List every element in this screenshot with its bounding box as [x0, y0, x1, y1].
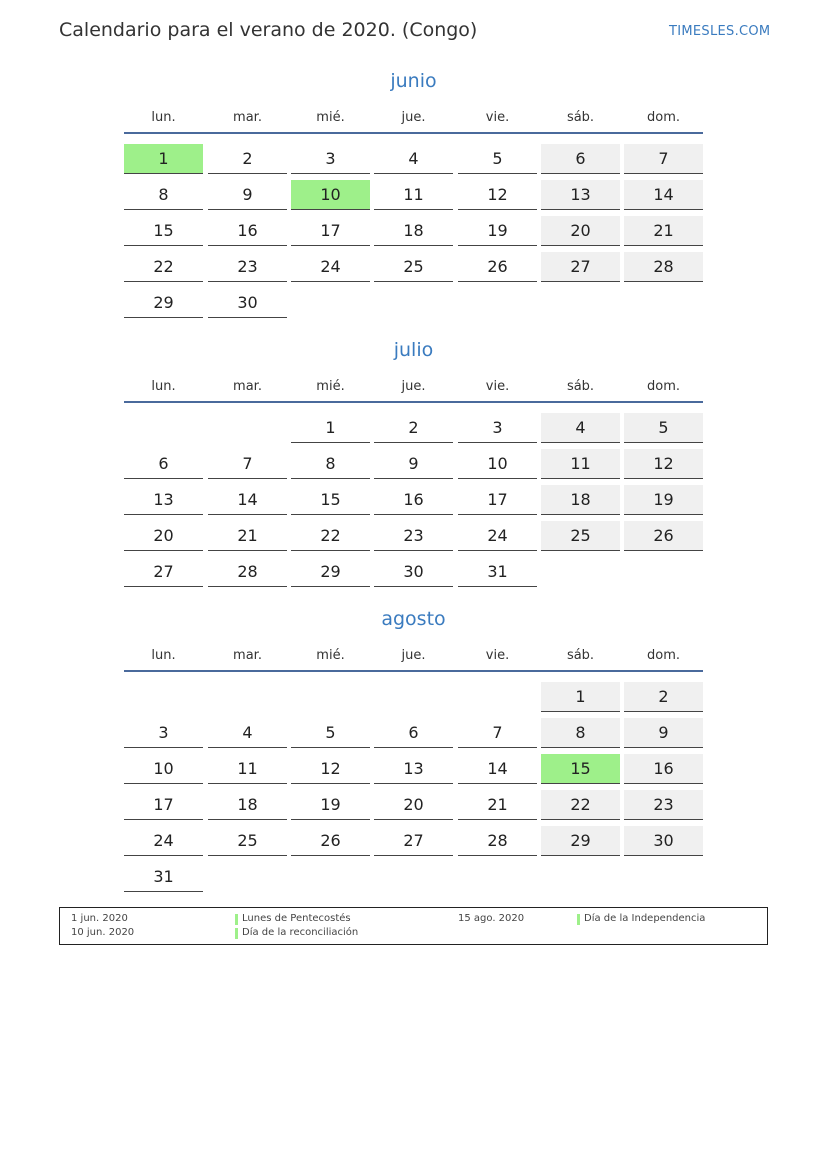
day-cell[interactable]: 22 — [541, 790, 620, 820]
day-cell[interactable]: 18 — [541, 485, 620, 515]
day-cell[interactable]: 9 — [374, 449, 453, 479]
day-cell[interactable]: 25 — [374, 252, 453, 282]
day-cell[interactable]: 10 — [124, 754, 203, 784]
weekday-label: sáb. — [566, 110, 595, 125]
weekday-label: mié. — [316, 379, 345, 394]
day-cell[interactable]: 7 — [458, 718, 537, 748]
day-cell[interactable]: 5 — [458, 144, 537, 174]
weekday-label: vie. — [485, 648, 510, 663]
month-title: julio — [393, 339, 434, 361]
day-cell[interactable]: 27 — [374, 826, 453, 856]
day-cell[interactable]: 3 — [458, 413, 537, 443]
day-cell[interactable]: 30 — [624, 826, 703, 856]
day-cell[interactable]: 20 — [541, 216, 620, 246]
day-cell[interactable]: 6 — [541, 144, 620, 174]
holiday-color-marker — [235, 914, 238, 925]
weekday-header — [124, 110, 703, 130]
day-cell[interactable]: 6 — [374, 718, 453, 748]
day-cell[interactable]: 27 — [124, 557, 203, 587]
weekday-label: sáb. — [566, 379, 595, 394]
day-cell[interactable]: 9 — [624, 718, 703, 748]
day-cell[interactable]: 14 — [208, 485, 287, 515]
day-cell[interactable]: 8 — [541, 718, 620, 748]
weekday-label: mar. — [233, 648, 262, 663]
weekday-label: mié. — [316, 110, 345, 125]
day-cell[interactable]: 13 — [124, 485, 203, 515]
day-cell[interactable]: 20 — [374, 790, 453, 820]
weekday-label: jue. — [401, 110, 426, 125]
holiday-day-cell[interactable]: 10 — [291, 180, 370, 210]
weekday-label: mar. — [233, 379, 262, 394]
day-cell[interactable]: 16 — [208, 216, 287, 246]
day-cell[interactable]: 26 — [624, 521, 703, 551]
day-cell[interactable]: 28 — [208, 557, 287, 587]
weekday-header — [124, 648, 703, 668]
day-cell[interactable]: 28 — [458, 826, 537, 856]
day-cell[interactable]: 19 — [458, 216, 537, 246]
weekday-label: sáb. — [566, 648, 595, 663]
month-title: agosto — [381, 608, 446, 630]
day-cell[interactable]: 23 — [374, 521, 453, 551]
day-cell[interactable]: 16 — [624, 754, 703, 784]
weekday-label: lun. — [151, 379, 176, 394]
day-cell[interactable]: 3 — [291, 144, 370, 174]
day-cell[interactable]: 4 — [208, 718, 287, 748]
day-cell[interactable]: 11 — [374, 180, 453, 210]
day-cell[interactable]: 2 — [624, 682, 703, 712]
day-cell[interactable]: 9 — [208, 180, 287, 210]
day-cell[interactable]: 15 — [291, 485, 370, 515]
weekday-label: lun. — [151, 110, 176, 125]
day-cell[interactable]: 18 — [374, 216, 453, 246]
day-cell[interactable]: 23 — [208, 252, 287, 282]
day-cell[interactable]: 12 — [624, 449, 703, 479]
holiday-color-marker — [235, 928, 238, 939]
day-cell[interactable]: 12 — [291, 754, 370, 784]
day-cell[interactable]: 21 — [458, 790, 537, 820]
header-divider — [124, 132, 703, 134]
holiday-day-cell[interactable]: 1 — [124, 144, 203, 174]
day-cell[interactable]: 3 — [124, 718, 203, 748]
holiday-color-marker — [577, 914, 580, 925]
day-cell[interactable]: 1 — [541, 682, 620, 712]
day-cell[interactable]: 22 — [124, 252, 203, 282]
day-cell[interactable]: 24 — [458, 521, 537, 551]
day-cell[interactable]: 20 — [124, 521, 203, 551]
day-cell[interactable]: 25 — [541, 521, 620, 551]
day-cell[interactable]: 16 — [374, 485, 453, 515]
day-cell[interactable]: 17 — [291, 216, 370, 246]
legend-holiday-name: Lunes de Pentecostés — [235, 913, 351, 924]
day-cell[interactable]: 30 — [208, 288, 287, 318]
day-cell[interactable]: 31 — [124, 862, 203, 892]
legend-holiday-name: Día de la reconciliación — [235, 927, 358, 938]
weekday-label: mié. — [316, 648, 345, 663]
day-cell[interactable]: 23 — [624, 790, 703, 820]
day-cell[interactable]: 15 — [124, 216, 203, 246]
day-cell[interactable]: 29 — [291, 557, 370, 587]
day-cell[interactable]: 19 — [291, 790, 370, 820]
day-cell[interactable]: 11 — [541, 449, 620, 479]
weekday-label: dom. — [646, 110, 680, 125]
weekday-label: mar. — [233, 110, 262, 125]
legend-holiday-name: Día de la Independencia — [577, 913, 705, 924]
header-divider — [124, 670, 703, 672]
weekday-label: dom. — [646, 379, 680, 394]
day-cell[interactable]: 27 — [541, 252, 620, 282]
site-link[interactable]: TIMESLES.COM — [669, 24, 771, 39]
day-cell[interactable]: 21 — [208, 521, 287, 551]
day-cell[interactable]: 7 — [208, 449, 287, 479]
day-cell[interactable]: 14 — [458, 754, 537, 784]
day-cell[interactable]: 21 — [624, 216, 703, 246]
day-cell[interactable]: 2 — [374, 413, 453, 443]
day-cell[interactable]: 10 — [458, 449, 537, 479]
day-cell[interactable]: 4 — [374, 144, 453, 174]
day-cell[interactable]: 24 — [124, 826, 203, 856]
day-cell[interactable]: 14 — [624, 180, 703, 210]
day-cell[interactable]: 13 — [541, 180, 620, 210]
day-cell[interactable]: 11 — [208, 754, 287, 784]
day-cell[interactable]: 24 — [291, 252, 370, 282]
day-cell[interactable]: 29 — [541, 826, 620, 856]
day-cell[interactable]: 1 — [291, 413, 370, 443]
day-cell[interactable]: 26 — [291, 826, 370, 856]
day-cell[interactable]: 17 — [458, 485, 537, 515]
legend-date: 10 jun. 2020 — [71, 927, 135, 938]
day-cell[interactable]: 8 — [124, 180, 203, 210]
weekday-header — [124, 379, 703, 399]
month-title: junio — [390, 70, 437, 92]
day-cell[interactable]: 5 — [624, 413, 703, 443]
day-cell[interactable]: 18 — [208, 790, 287, 820]
page-title: Calendario para el verano de 2020. (Congo) — [59, 19, 478, 41]
holiday-legend — [59, 907, 768, 945]
day-cell[interactable]: 26 — [458, 252, 537, 282]
holiday-day-cell[interactable]: 15 — [541, 754, 620, 784]
weekday-label: vie. — [485, 379, 510, 394]
day-cell[interactable]: 8 — [291, 449, 370, 479]
day-cell[interactable]: 5 — [291, 718, 370, 748]
day-cell[interactable]: 31 — [458, 557, 537, 587]
day-cell[interactable]: 4 — [541, 413, 620, 443]
legend-date: 1 jun. 2020 — [71, 913, 128, 924]
day-cell[interactable]: 2 — [208, 144, 287, 174]
day-cell[interactable]: 28 — [624, 252, 703, 282]
weekday-label: lun. — [151, 648, 176, 663]
day-cell[interactable]: 7 — [624, 144, 703, 174]
day-cell[interactable]: 30 — [374, 557, 453, 587]
day-cell[interactable]: 17 — [124, 790, 203, 820]
day-cell[interactable]: 29 — [124, 288, 203, 318]
header-divider — [124, 401, 703, 403]
day-cell[interactable]: 13 — [374, 754, 453, 784]
day-cell[interactable]: 12 — [458, 180, 537, 210]
weekday-label: jue. — [401, 379, 426, 394]
day-cell[interactable]: 6 — [124, 449, 203, 479]
day-cell[interactable]: 25 — [208, 826, 287, 856]
day-cell[interactable]: 22 — [291, 521, 370, 551]
weekday-label: vie. — [485, 110, 510, 125]
day-cell[interactable]: 19 — [624, 485, 703, 515]
legend-date: 15 ago. 2020 — [458, 913, 525, 924]
weekday-label: jue. — [401, 648, 426, 663]
weekday-label: dom. — [646, 648, 680, 663]
